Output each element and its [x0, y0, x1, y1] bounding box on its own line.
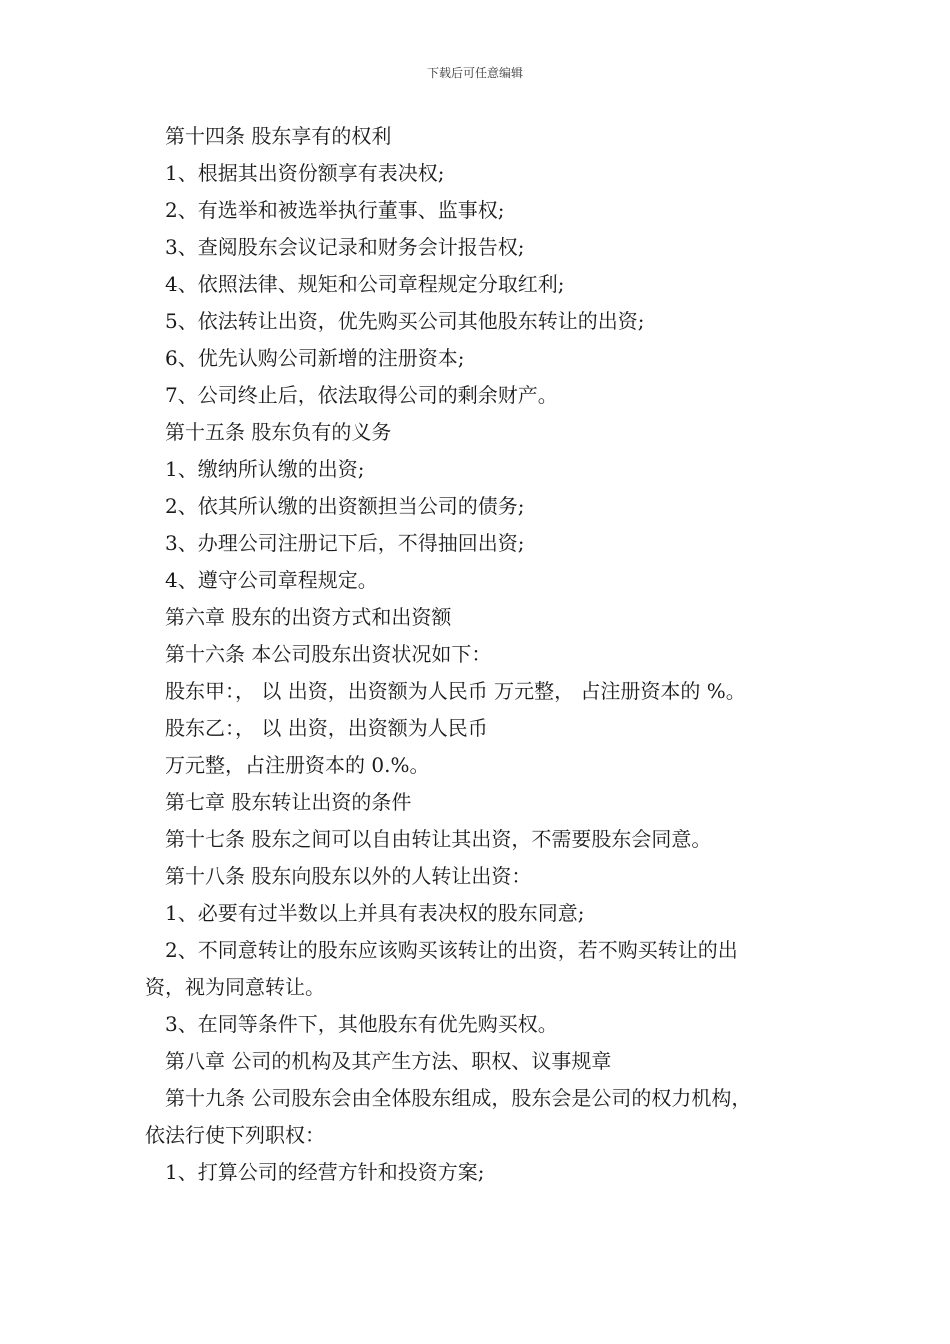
text-line: 1、打算公司的经营方针和投资方案; [165, 1160, 485, 1184]
text-line: 2、不同意转让的股东应该购买该转让的出资，若不购买转让的出 [165, 938, 738, 962]
text-line: 4、遵守公司章程规定。 [165, 568, 378, 592]
text-line: 3、办理公司注册记下后，不得抽回出资; [165, 531, 525, 555]
page-header: 下载后可任意编辑 [426, 66, 523, 80]
text-line: 7、公司终止后，依法取得公司的剩余财产。 [165, 383, 558, 407]
text-line: 第十八条 股东向股东以外的人转让出资： [165, 864, 532, 888]
text-line: 股东甲：， 以 出资，出资额为人民币 万元整， 占注册资本的 %。 [165, 679, 746, 703]
text-line: 第十九条 公司股东会由全体股东组成，股东会是公司的权力机构， [165, 1086, 752, 1110]
text-line: 3、查阅股东会议记录和财务会计报告权; [165, 235, 525, 259]
text-line: 资，视为同意转让。 [145, 975, 325, 999]
text-line: 第七章 股东转让出资的条件 [165, 790, 412, 814]
text-line: 1、根据其出资份额享有表决权; [165, 161, 445, 185]
document-body [145, 118, 845, 1191]
text-line: 1、必要有过半数以上并具有表决权的股东同意; [165, 901, 585, 925]
text-line: 2、有选举和被选举执行董事、监事权; [165, 198, 505, 222]
text-line: 依法行使下列职权： [145, 1123, 325, 1147]
text-line: 第八章 公司的机构及其产生方法、职权、议事规章 [165, 1049, 612, 1073]
text-line: 3、在同等条件下，其他股东有优先购买权。 [165, 1012, 558, 1036]
text-line: 第十五条 股东负有的义务 [165, 420, 392, 444]
text-line: 6、优先认购公司新增的注册资本; [165, 346, 465, 370]
text-line: 股东乙：， 以 出资，出资额为人民币 [165, 716, 488, 740]
text-line: 1、缴纳所认缴的出资; [165, 457, 365, 481]
text-line: 第十七条 股东之间可以自由转让其出资，不需要股东会同意。 [165, 827, 712, 851]
text-line: 第六章 股东的出资方式和出资额 [165, 605, 452, 629]
text-line: 第十四条 股东享有的权利 [165, 124, 392, 148]
text-line: 第十六条 本公司股东出资状况如下： [165, 642, 492, 666]
text-line: 2、依其所认缴的出资额担当公司的债务; [165, 494, 525, 518]
text-line: 5、依法转让出资，优先购买公司其他股东转让的出资; [165, 309, 645, 333]
text-line: 万元整，占注册资本的 0.%。 [165, 753, 430, 777]
text-line: 4、依照法律、规矩和公司章程规定分取红利; [165, 272, 565, 296]
